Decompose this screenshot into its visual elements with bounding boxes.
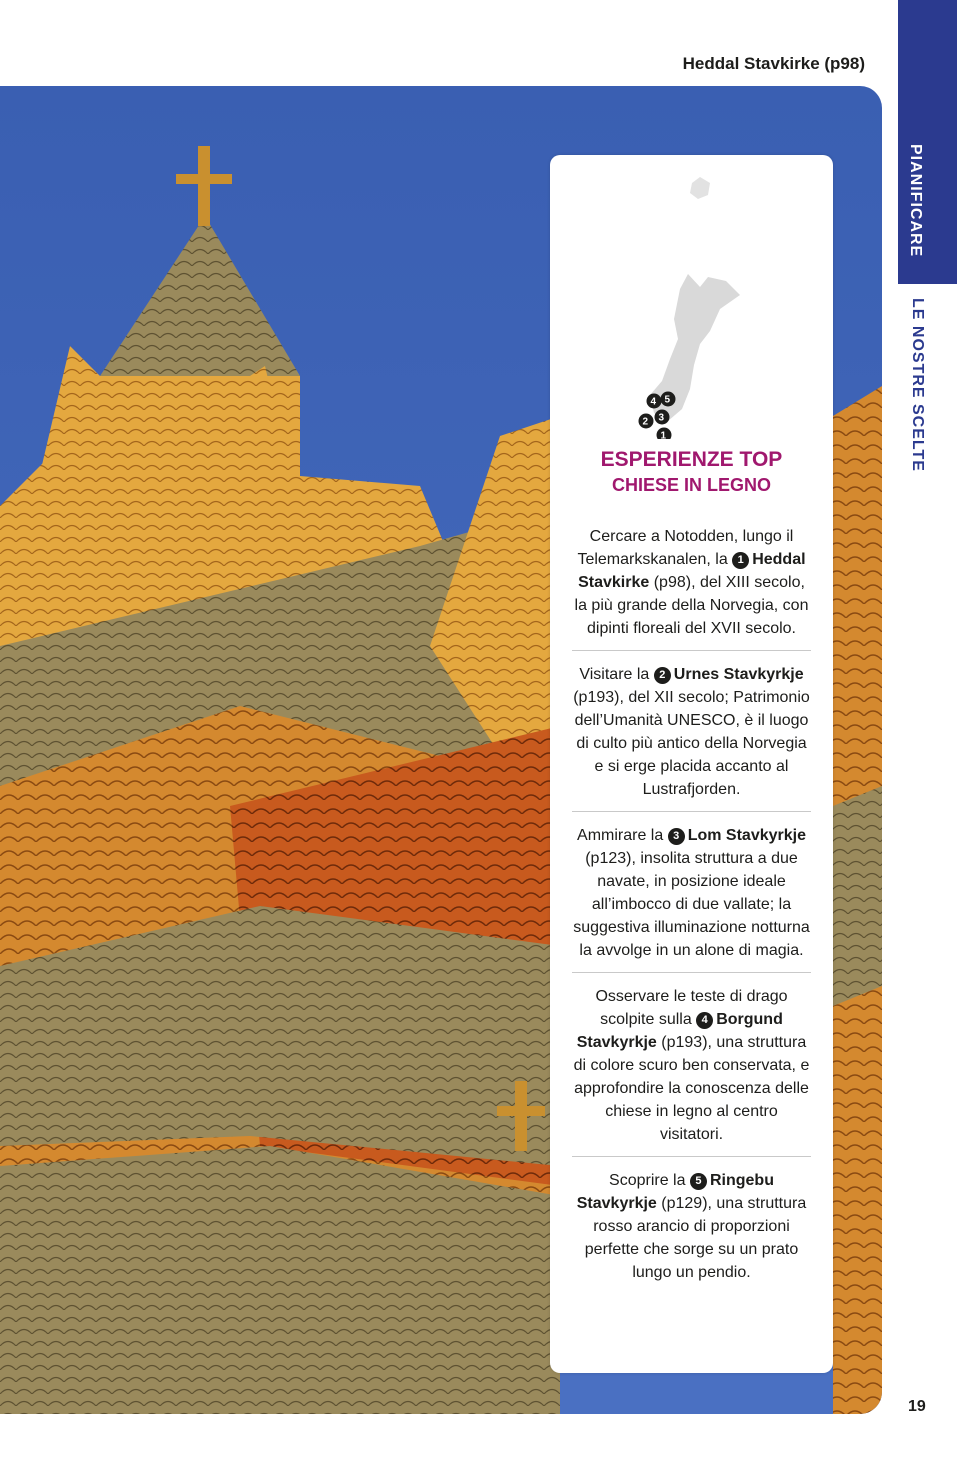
map-marker-3: 3 [658, 412, 665, 424]
photo-caption: Heddal Stavkirke (p98) [682, 54, 865, 73]
number-badge: 3 [668, 828, 685, 845]
top-experiences-card [550, 155, 833, 1373]
section-label: LE NOSTRE SCELTE [909, 298, 926, 472]
chapter-tab-label: PIANIFICARE [907, 144, 924, 258]
map-marker-2: 2 [642, 416, 649, 428]
experience-text-before: Ammirare la [577, 827, 664, 844]
experience-text-after: (p98), del XIII secolo, la più grande della Norvegia, con dipinti floreali del XVII secolo. [574, 574, 809, 637]
experience-list [572, 525, 811, 1294]
map-marker-1: 1 [660, 430, 667, 439]
site-name: Borgund Stavkyrkje [576, 1011, 783, 1051]
site-name: Urnes Stavkyrkje [673, 666, 804, 683]
site-name: Ringebu Stavkyrkje [576, 1172, 774, 1212]
number-badge: 1 [732, 552, 749, 569]
experience-item [572, 1156, 811, 1294]
number-badge: 5 [690, 1173, 707, 1190]
experience-item [572, 811, 811, 972]
number-badge: 2 [654, 667, 671, 684]
experience-text-after: (p193), una struttura di colore scuro ben conservata, e approfondire la conoscenza delle chiese in legno al centro visitatori. [573, 1034, 810, 1143]
experience-text-before: Cercare a Notodden, lungo il Telemarkskanalen, la [577, 528, 794, 568]
experience-item [572, 972, 811, 1156]
site-name: Heddal Stavkirke [578, 551, 806, 591]
page-number: 19 [908, 1398, 926, 1415]
card-subtitle: CHIESE IN LEGNO [611, 475, 772, 495]
experience-text-after: (p123), insolita struttura a due navate, in posizione ideale all’imbocco di due vallate; la suggestiva illuminazione notturna la avvolge in un alone di magia. [573, 850, 810, 959]
experience-item [572, 650, 811, 811]
experience-text-before: Visitare la [579, 666, 650, 683]
experience-text-after: (p193), del XII secolo; Patrimonio dell’Umanità UNESCO, è il luogo di culto più antico della Norvegia e si erge placida accanto al Lustrafjorden. [573, 689, 810, 798]
card-title: ESPERIENZE TOP [600, 448, 783, 471]
experience-item [572, 525, 811, 650]
chapter-tab [898, 0, 957, 284]
map-marker-5: 5 [664, 394, 671, 406]
experience-text-after: (p129), una struttura rosso arancio di proporzioni perfette che sorge su un prato lungo un pendio. [584, 1195, 807, 1281]
experience-text-before: Scoprire la [609, 1172, 686, 1189]
map-marker-4: 4 [650, 396, 657, 408]
experience-text-before: Osservare le teste di drago scolpite sulla [595, 988, 788, 1028]
norway-locator-map [632, 169, 752, 439]
number-badge: 4 [696, 1012, 713, 1029]
site-name: Lom Stavkyrkje [687, 827, 806, 844]
